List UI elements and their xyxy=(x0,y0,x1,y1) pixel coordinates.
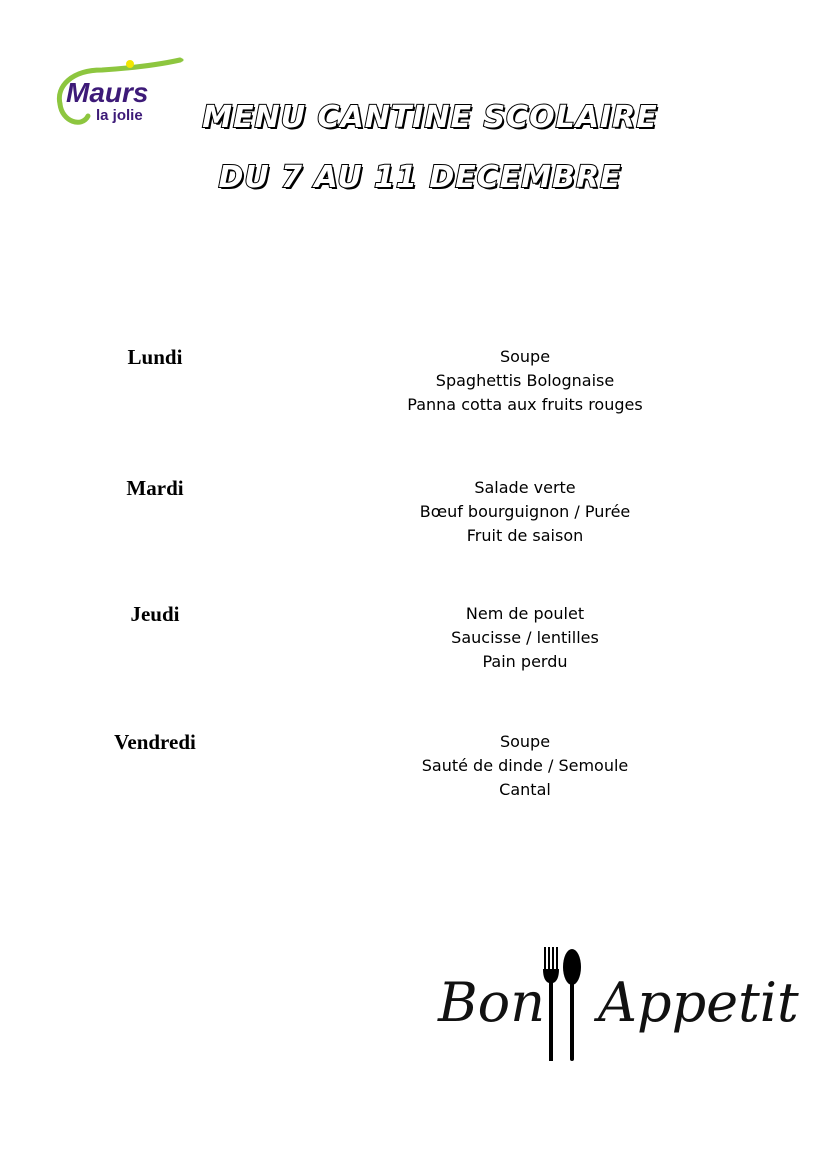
dish-list xyxy=(360,602,690,674)
dish-item: Nem de poulet xyxy=(465,604,585,623)
dish-item: Pain perdu xyxy=(482,652,568,671)
dish-item: Salade verte xyxy=(474,478,576,497)
dish-item: Soupe xyxy=(499,347,551,366)
dish-item: Fruit de saison xyxy=(466,526,584,545)
day-name: Lundi xyxy=(127,345,183,369)
day-row-jeudi xyxy=(0,602,830,692)
dish-item: Panna cotta aux fruits rouges xyxy=(407,395,643,414)
page-subtitle: DU 7 AU 11 DECEMBRE xyxy=(218,160,622,195)
day-name: Mardi xyxy=(126,476,184,500)
day-name: Jeudi xyxy=(130,602,180,626)
day-row-vendredi xyxy=(0,730,830,820)
dish-item: Bœuf bourguignon / Purée xyxy=(419,502,631,521)
day-row-mardi xyxy=(0,476,830,566)
sun-icon xyxy=(126,60,134,68)
dish-item: Sauté de dinde / Semoule xyxy=(421,756,629,775)
bon-appetit-graphic xyxy=(410,945,799,1070)
page-title: MENU CANTINE SCOLAIRE xyxy=(202,100,658,135)
fork-spoon-icon xyxy=(538,945,584,1065)
logo-line1: Maurs xyxy=(66,77,149,108)
day-row-lundi xyxy=(0,345,830,435)
logo-line2: la jolie xyxy=(96,107,143,124)
dish-item: Saucisse / lentilles xyxy=(451,628,599,647)
bon-appetit-word-2: Appetit xyxy=(598,971,799,1034)
dish-list xyxy=(360,345,690,417)
dish-list xyxy=(360,476,690,548)
dish-list xyxy=(360,730,690,802)
dish-item: Soupe xyxy=(499,732,551,751)
day-name: Vendredi xyxy=(114,730,196,754)
dish-item: Spaghettis Bolognaise xyxy=(435,371,615,390)
dish-item: Cantal xyxy=(499,780,551,799)
bon-appetit-word-1: Bon xyxy=(438,971,545,1034)
